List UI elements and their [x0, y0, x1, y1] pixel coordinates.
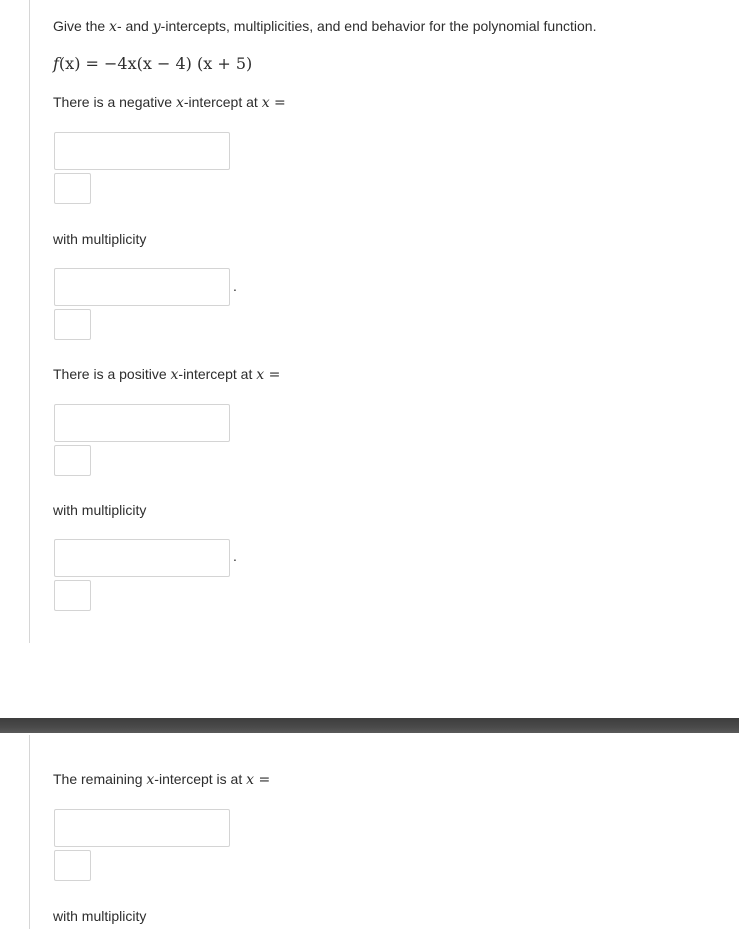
remaining-multiplicity-label: with multiplicity	[53, 908, 147, 924]
remaining-intercept-label: The remaining x-intercept is at x =	[53, 771, 271, 788]
negative-intercept-label: There is a negative x-intercept at x =	[53, 94, 286, 111]
question-panel-continued	[0, 735, 739, 929]
left-rule-continued	[29, 735, 30, 929]
positive-multiplicity-period: .	[233, 548, 237, 564]
positive-multiplicity-input[interactable]	[54, 539, 230, 577]
left-rule	[29, 0, 30, 643]
remaining-intercept-feedback-box[interactable]	[54, 850, 91, 881]
blank-gap	[0, 643, 739, 718]
function-formula: f(x) = −4x(x − 4) (x + 5)	[53, 54, 253, 73]
negative-intercept-feedback-box[interactable]	[54, 173, 91, 204]
negative-multiplicity-feedback-box[interactable]	[54, 309, 91, 340]
positive-intercept-label: There is a positive x-intercept at x =	[53, 366, 281, 383]
negative-multiplicity-period: .	[233, 278, 237, 294]
positive-intercept-input[interactable]	[54, 404, 230, 442]
positive-multiplicity-label: with multiplicity	[53, 502, 147, 518]
question-prompt: Give the x- and y-intercepts, multiplicities, and end behavior for the polynomial function.	[53, 18, 597, 35]
positive-multiplicity-feedback-box[interactable]	[54, 580, 91, 611]
negative-intercept-input[interactable]	[54, 132, 230, 170]
screenshot-divider-bar	[0, 718, 739, 733]
positive-intercept-feedback-box[interactable]	[54, 445, 91, 476]
negative-multiplicity-input[interactable]	[54, 268, 230, 306]
remaining-intercept-input[interactable]	[54, 809, 230, 847]
negative-multiplicity-label: with multiplicity	[53, 231, 147, 247]
